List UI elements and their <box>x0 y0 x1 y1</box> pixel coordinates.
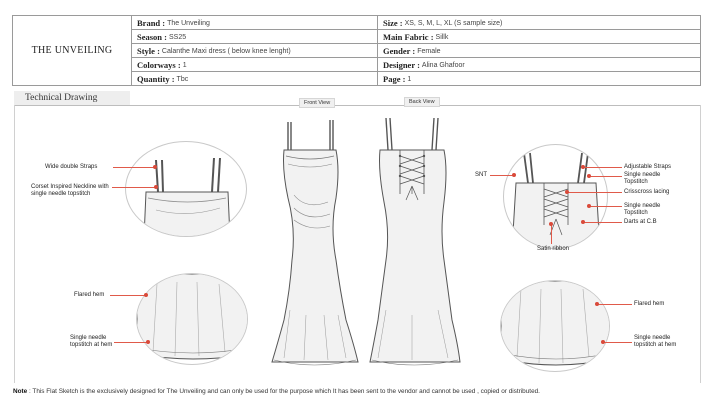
dot-hem-topstitch-left <box>146 340 150 344</box>
back-bodice-detail-circle-icon <box>503 144 608 249</box>
callout-darts: Darts at C.B <box>624 219 657 225</box>
spec-main-fabric-label: Main Fabric : <box>383 32 434 42</box>
spec-designer-label: Designer : <box>383 60 420 70</box>
spec-style <box>132 44 378 58</box>
callout-single-needle-top-1: Single needle Topstitch <box>624 172 661 185</box>
dot-flared-hem-left <box>144 293 148 297</box>
leader-satin-ribbon <box>551 224 552 244</box>
spec-gender-value: Female <box>417 47 441 55</box>
brand-logo-cell <box>13 16 132 85</box>
dot-adjustable-straps <box>581 165 585 169</box>
spec-quantity-label: Quantity : <box>137 74 175 84</box>
front-dress-sketch-icon <box>266 110 366 372</box>
dot-crisscross <box>565 190 569 194</box>
callout-satin-ribbon: Satin ribbon <box>537 246 570 252</box>
spec-table <box>12 15 701 86</box>
note-label: Note <box>13 388 28 395</box>
leader-single-needle-top-1 <box>590 176 622 177</box>
spec-row-5 <box>132 72 700 87</box>
spec-brand-label: Brand : <box>137 18 166 28</box>
technical-drawing-title: Technical Drawing <box>25 93 98 103</box>
spec-colorways <box>132 58 378 72</box>
spec-row-1 <box>132 16 700 30</box>
spec-season <box>132 30 378 44</box>
leader-flared-hem-right <box>598 304 632 305</box>
spec-style-value: Calanthe Maxi dress ( below knee lenght) <box>161 47 291 55</box>
spec-main-fabric-value: Sillk <box>435 33 449 41</box>
leader-crisscross <box>568 192 622 193</box>
spec-size-label: Size : <box>383 18 403 28</box>
spec-gender-label: Gender : <box>383 46 416 56</box>
callout-single-needle-top-2: Single needle Topstitch <box>624 203 661 216</box>
callout-snt: SNT <box>475 172 487 178</box>
spec-season-label: Season : <box>137 32 167 42</box>
dot-wide-straps <box>153 165 157 169</box>
front-view-label: Front View <box>299 98 335 108</box>
dot-snt <box>512 173 516 177</box>
section-divider <box>14 105 701 106</box>
brand-title: THE UNVEILING <box>31 45 113 56</box>
neckline-detail-circle-icon <box>125 141 247 237</box>
spec-row-3 <box>132 44 700 58</box>
dot-corset-neckline <box>154 185 158 189</box>
technical-drawing-tab <box>14 91 130 105</box>
spec-season-value: SS25 <box>169 33 187 41</box>
spec-designer <box>378 58 700 72</box>
spec-row-2 <box>132 30 700 44</box>
spec-brand <box>132 16 378 30</box>
leader-adjustable-straps <box>584 167 622 168</box>
leader-flared-hem-left <box>110 295 146 296</box>
callout-flared-hem-left: Flared hem <box>74 292 105 298</box>
leader-hem-topstitch-left <box>114 342 148 343</box>
dot-darts <box>581 220 585 224</box>
note-text: : This Flat Sketch is the exclusively designed for The Unveiling and can only be used for the purpose which It has been sent to the vendor and cannot be used , copied or distributed. <box>27 388 540 395</box>
leader-corset-neckline <box>112 187 156 188</box>
callout-hem-topstitch-right: Single needle topstitch at hem <box>634 335 677 348</box>
callout-crisscross: Crisscross lacing <box>624 189 670 195</box>
spec-colorways-label: Colorways : <box>137 60 181 70</box>
spec-colorways-value: 1 <box>182 61 187 69</box>
callout-hem-topstitch-left: Single needle topstitch at hem <box>70 335 113 348</box>
spec-designer-value: Alina Ghafoor <box>421 61 465 69</box>
dot-single-needle-top-1 <box>587 174 591 178</box>
leader-hem-topstitch-right <box>604 342 632 343</box>
back-dress-sketch-icon <box>366 110 466 372</box>
spec-style-label: Style : <box>137 46 160 56</box>
dot-hem-topstitch-right <box>601 340 605 344</box>
footer-note <box>13 388 540 395</box>
leader-snt <box>490 175 514 176</box>
leader-single-needle-top-2 <box>590 206 622 207</box>
hem-detail-circle-right-icon <box>500 280 610 372</box>
frame-left-border <box>14 105 15 383</box>
frame-right-border <box>700 105 701 383</box>
dot-satin-ribbon <box>549 222 553 226</box>
hem-detail-circle-left-icon <box>136 273 248 365</box>
callout-flared-hem-right: Flared hem <box>634 301 665 307</box>
callout-adjustable-straps: Adjustable Straps <box>624 164 672 170</box>
dot-flared-hem-right <box>595 302 599 306</box>
spec-page-value: 1 <box>407 75 412 83</box>
spec-size-value: XS, S, M, L, XL (S sample size) <box>404 19 503 27</box>
spec-quantity <box>132 72 378 86</box>
spec-main-fabric <box>378 30 700 44</box>
spec-page <box>378 72 700 86</box>
callout-wide-straps: Wide double Straps <box>45 164 98 170</box>
spec-size <box>378 16 700 30</box>
spec-gender <box>378 44 700 58</box>
leader-wide-straps <box>113 167 155 168</box>
leader-darts <box>584 222 622 223</box>
dot-single-needle-top-2 <box>587 204 591 208</box>
spec-brand-value: The Unveiling <box>167 19 210 27</box>
spec-row-4 <box>132 58 700 72</box>
spec-page-label: Page : <box>383 74 406 84</box>
spec-quantity-value: Tbc <box>176 75 189 83</box>
spec-grid <box>132 16 700 85</box>
back-view-label: Back View <box>404 97 440 107</box>
callout-corset-neckline: Corset Inspired Neckline with single needle topstitch <box>31 184 109 197</box>
